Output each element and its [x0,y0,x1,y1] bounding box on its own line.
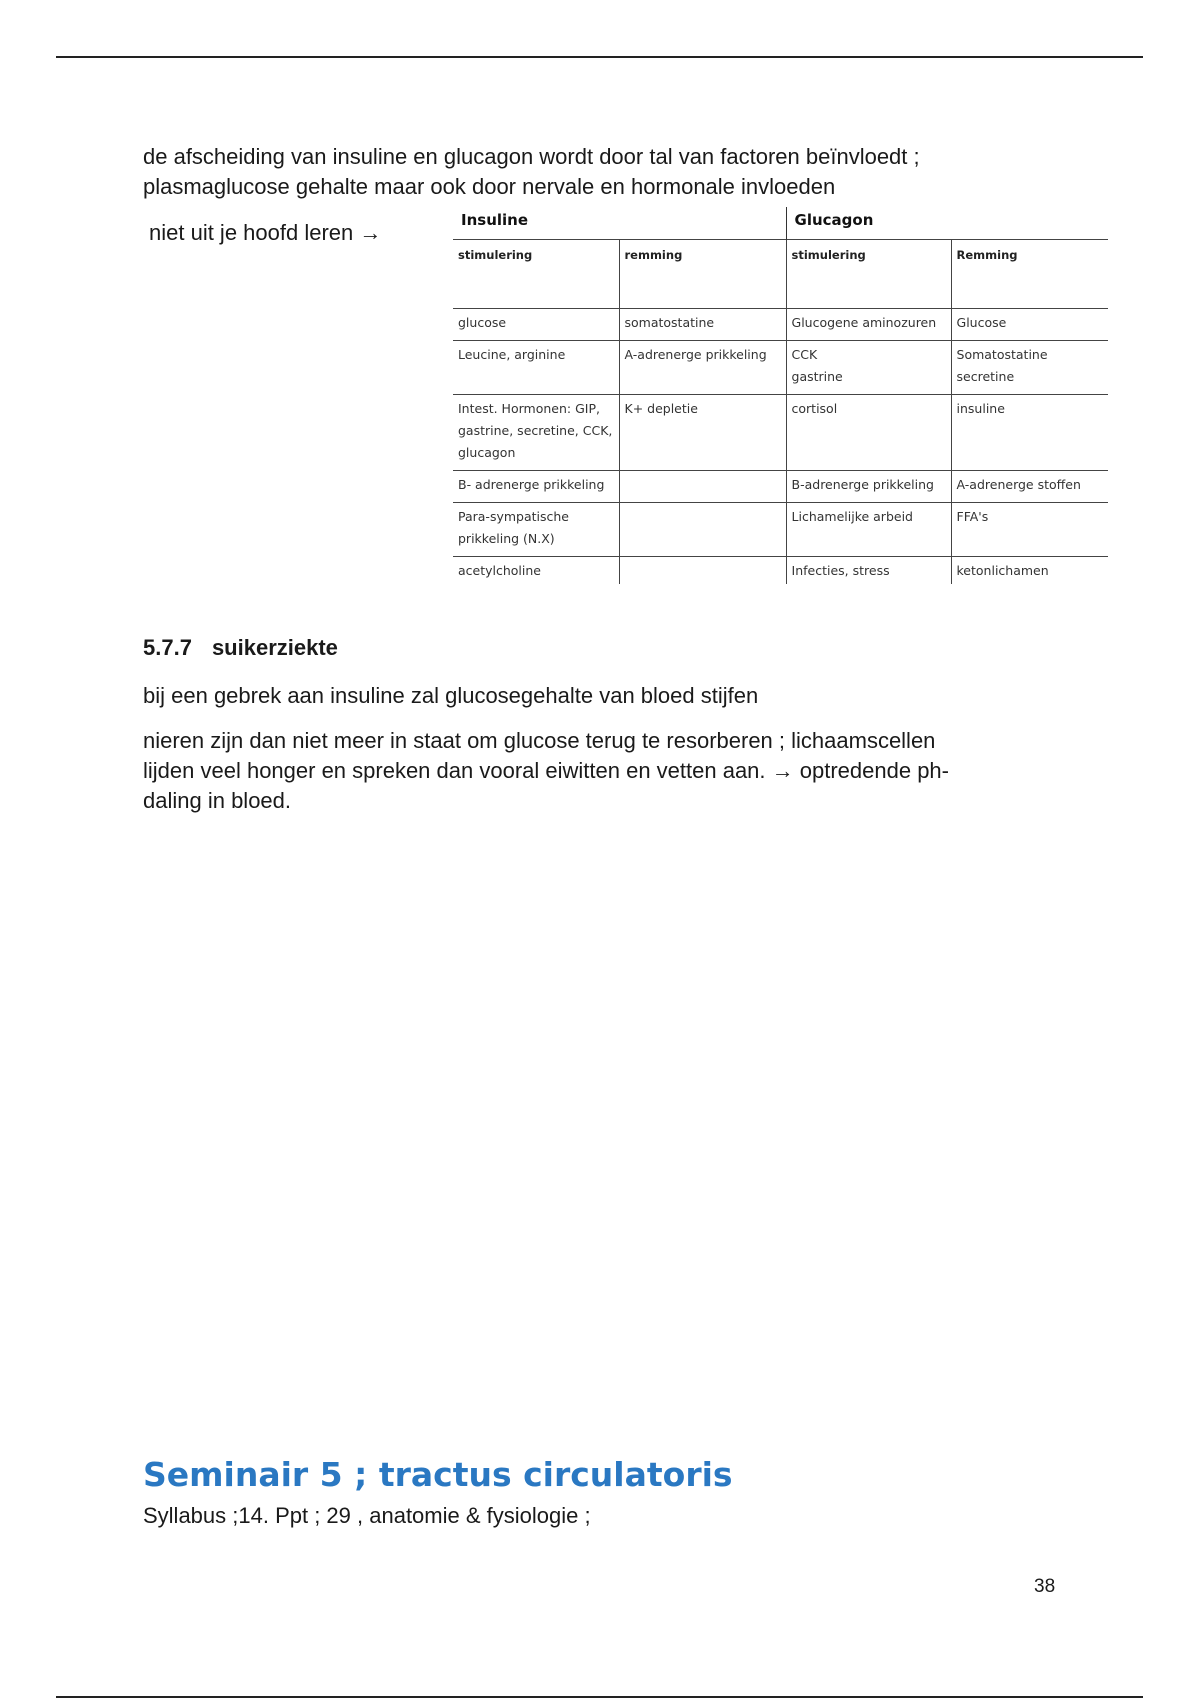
intro-line-1: de afscheiding van insuline en glucagon wordt door tal van factoren beïnvloedt ; [143,144,920,169]
section-heading [143,635,338,661]
table-cell: glucose [453,309,619,341]
table-cell: B- adrenerge prikkeling [453,471,619,503]
table-cell: Para-sympatische prikkeling (N.X) [453,503,619,557]
table-cell: Leucine, arginine [453,341,619,395]
table-row [453,395,1108,471]
table-row [453,309,1108,341]
paragraph-line: lijden veel honger en spreken dan vooral eiwitten en vetten aan. → optredende ph- [143,758,949,783]
intro-line-2: plasmaglucose gehalte maar ook door nervale en hormonale invloeden [143,174,836,199]
table-cell: K+ depletie [619,395,786,471]
column-header: stimulering [453,240,619,309]
table-cell: Intest. Hormonen: GIP, gastrine, secretine, CCK, glucagon [453,395,619,471]
intro-paragraph [143,142,1063,202]
table-cell [619,503,786,557]
table-cell: A-adrenerge stoffen [951,471,1108,503]
paragraph: bij een gebrek aan insuline zal glucosegehalte van bloed stijfen [143,683,759,708]
top-rule [56,56,1143,58]
table-cell: acetylcholine [453,557,619,585]
hormone-regulation-table [453,207,1108,584]
table-cell: A-adrenerge prikkeling [619,341,786,395]
table-cell: insuline [951,395,1108,471]
table-cell: Glucose [951,309,1108,341]
column-header: stimulering [786,240,951,309]
column-header: remming [619,240,786,309]
table-cell [619,557,786,585]
table-cell: CCK gastrine [786,341,951,395]
column-header: Remming [951,240,1108,309]
glucagon-group-header: Glucagon [786,207,1108,240]
syllabus-line: Syllabus ;14. Ppt ; 29 , anatomie & fysiologie ; [143,1503,591,1528]
table-cell: B-adrenerge prikkeling [786,471,951,503]
study-note: niet uit je hoofd leren → [149,220,382,245]
table-cell: Lichamelijke arbeid [786,503,951,557]
table-cell [619,471,786,503]
table-row [453,471,1108,503]
table-cell: Glucogene aminozuren [786,309,951,341]
table-row [453,557,1108,585]
table-cell: ketonlichamen [951,557,1108,585]
bottom-rule [56,1696,1143,1698]
table-row [453,341,1108,395]
paragraph-line: daling in bloed. [143,788,292,813]
insuline-group-header: Insuline [461,211,529,229]
section-title: suikerziekte [211,635,338,660]
table-cell: Somatostatine secretine [951,341,1108,395]
table-cell: somatostatine [619,309,786,341]
table-cell: FFA's [951,503,1108,557]
seminar-heading: Seminair 5 ; tractus circulatoris [143,1455,733,1494]
table-cell: cortisol [786,395,951,471]
page-number: 38 [1034,1576,1056,1597]
table-row [453,503,1108,557]
table-cell: Infecties, stress [786,557,951,585]
paragraph-line: nieren zijn dan niet meer in staat om glucose terug te resorberen ; lichaamscellen [143,728,936,753]
section-number: 5.7.7 [143,635,192,660]
paragraph [143,726,1063,816]
